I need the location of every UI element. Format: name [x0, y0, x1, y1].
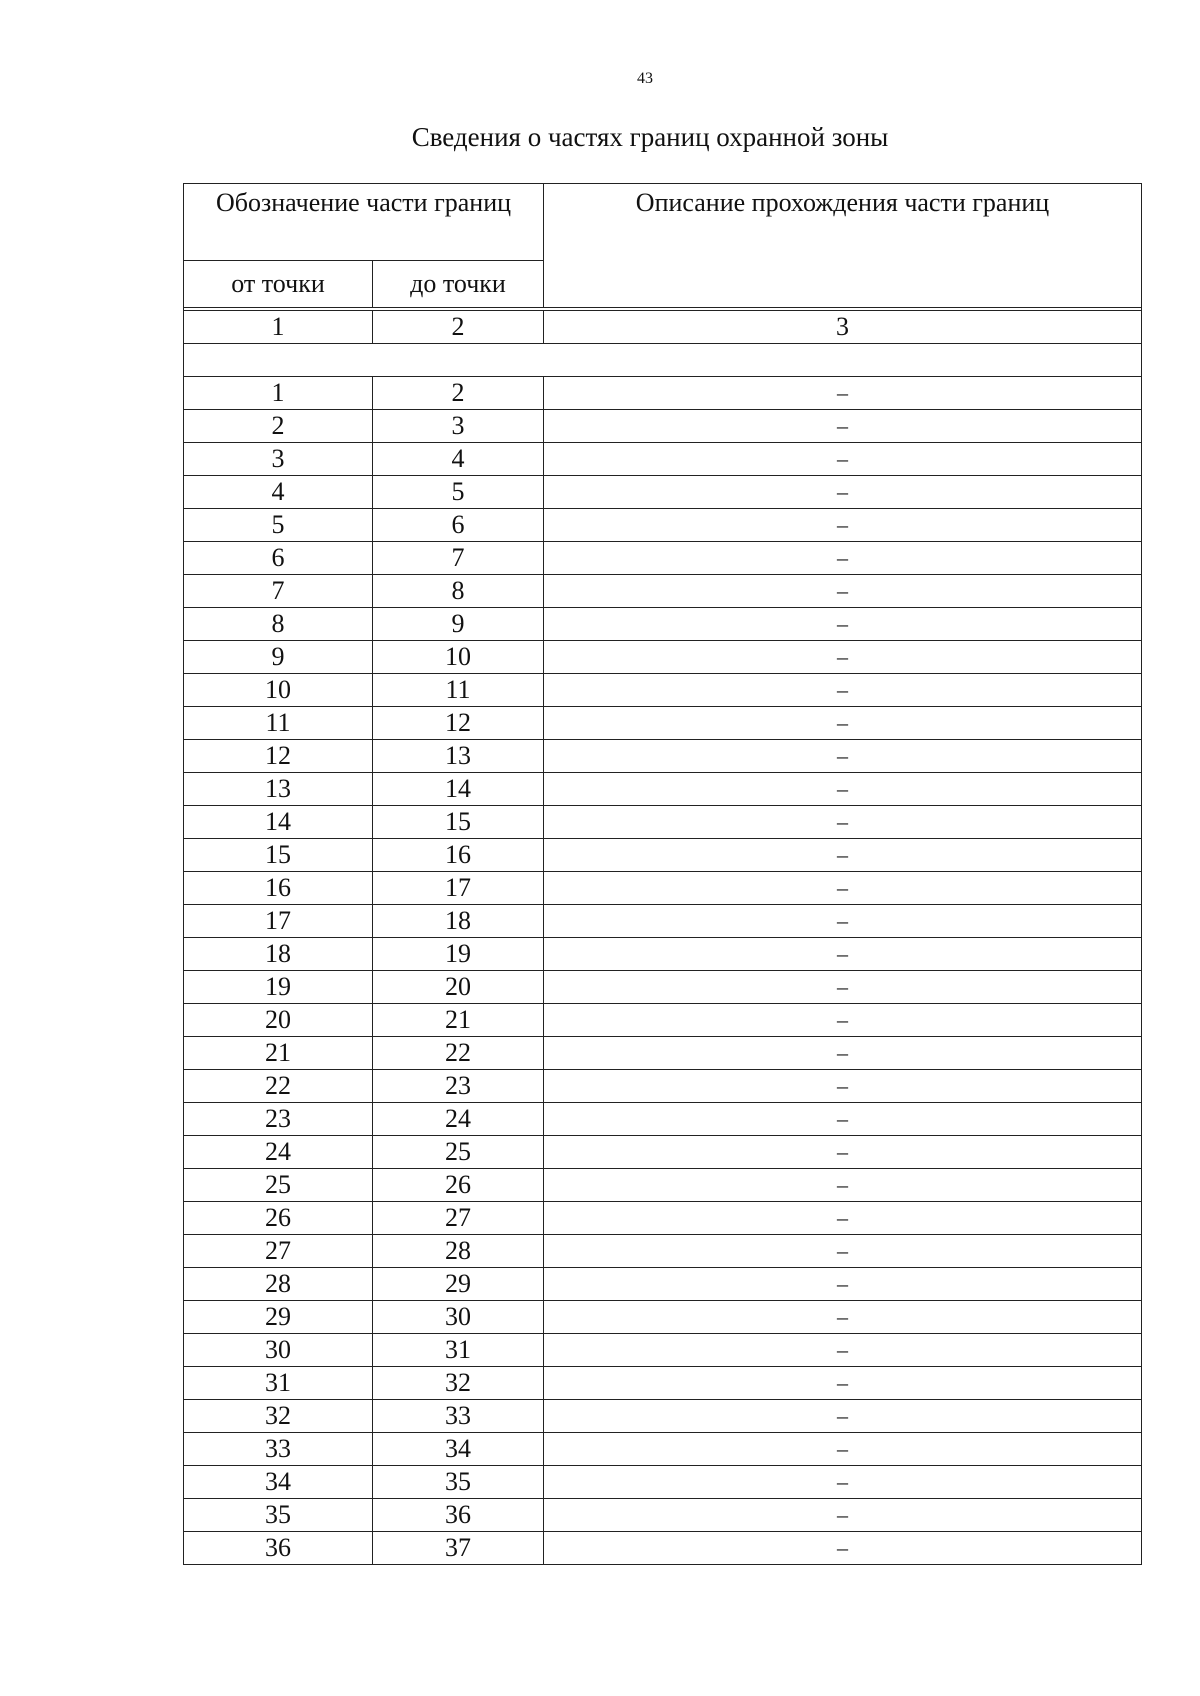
table-row — [184, 1532, 1142, 1565]
column-number: 2 — [373, 311, 544, 344]
table-row — [184, 1103, 1142, 1136]
cell-to-point: 5 — [373, 476, 544, 509]
header-boundary-designation: Обозначение части границ — [184, 184, 544, 261]
cell-description: – — [544, 1334, 1142, 1367]
cell-to-point: 26 — [373, 1169, 544, 1202]
table-row — [184, 1499, 1142, 1532]
table-row — [184, 1037, 1142, 1070]
cell-to-point: 29 — [373, 1268, 544, 1301]
cell-from-point: 23 — [184, 1103, 373, 1136]
cell-from-point: 4 — [184, 476, 373, 509]
cell-to-point: 4 — [373, 443, 544, 476]
table-row — [184, 740, 1142, 773]
cell-to-point: 28 — [373, 1235, 544, 1268]
cell-description: – — [544, 806, 1142, 839]
cell-from-point: 14 — [184, 806, 373, 839]
cell-description: – — [544, 1070, 1142, 1103]
cell-to-point: 13 — [373, 740, 544, 773]
cell-from-point: 1 — [184, 377, 373, 410]
table-row — [184, 509, 1142, 542]
cell-to-point: 7 — [373, 542, 544, 575]
table-row — [184, 905, 1142, 938]
column-number-row — [184, 311, 1142, 344]
table-row — [184, 806, 1142, 839]
table-row — [184, 575, 1142, 608]
cell-to-point: 15 — [373, 806, 544, 839]
cell-to-point: 18 — [373, 905, 544, 938]
table-row — [184, 1400, 1142, 1433]
cell-to-point: 36 — [373, 1499, 544, 1532]
cell-to-point: 17 — [373, 872, 544, 905]
cell-description: – — [544, 1532, 1142, 1565]
table-row — [184, 938, 1142, 971]
cell-description: – — [544, 707, 1142, 740]
cell-to-point: 21 — [373, 1004, 544, 1037]
table-row — [184, 443, 1142, 476]
cell-description: – — [544, 1301, 1142, 1334]
empty-section-row — [184, 344, 1142, 377]
cell-from-point: 24 — [184, 1136, 373, 1169]
cell-to-point: 32 — [373, 1367, 544, 1400]
table-row — [184, 1334, 1142, 1367]
cell-description: – — [544, 740, 1142, 773]
header-to-point: до точки — [373, 261, 544, 308]
cell-description: – — [544, 608, 1142, 641]
cell-to-point: 33 — [373, 1400, 544, 1433]
cell-description: – — [544, 971, 1142, 1004]
table-row — [184, 1466, 1142, 1499]
cell-to-point: 16 — [373, 839, 544, 872]
table-row — [184, 839, 1142, 872]
cell-to-point: 35 — [373, 1466, 544, 1499]
cell-from-point: 28 — [184, 1268, 373, 1301]
cell-from-point: 3 — [184, 443, 373, 476]
cell-description: – — [544, 476, 1142, 509]
cell-description: – — [544, 773, 1142, 806]
cell-description: – — [544, 1466, 1142, 1499]
cell-description: – — [544, 1004, 1142, 1037]
cell-to-point: 9 — [373, 608, 544, 641]
cell-from-point: 13 — [184, 773, 373, 806]
table-row — [184, 1202, 1142, 1235]
cell-to-point: 27 — [373, 1202, 544, 1235]
column-number: 3 — [544, 311, 1142, 344]
cell-description: – — [544, 674, 1142, 707]
cell-from-point: 31 — [184, 1367, 373, 1400]
cell-from-point: 29 — [184, 1301, 373, 1334]
cell-from-point: 25 — [184, 1169, 373, 1202]
cell-to-point: 34 — [373, 1433, 544, 1466]
table-header-row — [184, 184, 1142, 261]
cell-from-point: 18 — [184, 938, 373, 971]
table-row — [184, 1268, 1142, 1301]
cell-description: – — [544, 542, 1142, 575]
table-row — [184, 1367, 1142, 1400]
cell-from-point: 36 — [184, 1532, 373, 1565]
table-row — [184, 377, 1142, 410]
table-row — [184, 1235, 1142, 1268]
cell-from-point: 16 — [184, 872, 373, 905]
column-number: 1 — [184, 311, 373, 344]
header-boundary-description: Описание прохождения части границ — [544, 184, 1142, 308]
cell-to-point: 3 — [373, 410, 544, 443]
table-row — [184, 641, 1142, 674]
cell-description: – — [544, 1499, 1142, 1532]
cell-to-point: 10 — [373, 641, 544, 674]
table-row — [184, 542, 1142, 575]
cell-from-point: 12 — [184, 740, 373, 773]
cell-from-point: 9 — [184, 641, 373, 674]
cell-from-point: 32 — [184, 1400, 373, 1433]
cell-from-point: 5 — [184, 509, 373, 542]
table-row — [184, 773, 1142, 806]
table-row — [184, 674, 1142, 707]
cell-to-point: 12 — [373, 707, 544, 740]
cell-description: – — [544, 1169, 1142, 1202]
cell-to-point: 11 — [373, 674, 544, 707]
cell-description: – — [544, 1202, 1142, 1235]
table-row — [184, 872, 1142, 905]
cell-description: – — [544, 1367, 1142, 1400]
cell-description: – — [544, 509, 1142, 542]
cell-from-point: 34 — [184, 1466, 373, 1499]
page-number: 43 — [637, 70, 653, 87]
cell-to-point: 19 — [373, 938, 544, 971]
cell-from-point: 2 — [184, 410, 373, 443]
cell-from-point: 6 — [184, 542, 373, 575]
cell-from-point: 21 — [184, 1037, 373, 1070]
cell-from-point: 10 — [184, 674, 373, 707]
cell-description: – — [544, 1235, 1142, 1268]
cell-from-point: 30 — [184, 1334, 373, 1367]
cell-from-point: 20 — [184, 1004, 373, 1037]
cell-description: – — [544, 1103, 1142, 1136]
table-row — [184, 1004, 1142, 1037]
boundary-parts-table — [183, 183, 1142, 1565]
cell-description: – — [544, 1268, 1142, 1301]
cell-description: – — [544, 1037, 1142, 1070]
cell-from-point: 33 — [184, 1433, 373, 1466]
cell-description: – — [544, 410, 1142, 443]
cell-to-point: 25 — [373, 1136, 544, 1169]
header-from-point: от точки — [184, 261, 373, 308]
table-row — [184, 1169, 1142, 1202]
cell-to-point: 22 — [373, 1037, 544, 1070]
cell-from-point: 8 — [184, 608, 373, 641]
cell-from-point: 26 — [184, 1202, 373, 1235]
table-row — [184, 971, 1142, 1004]
cell-from-point: 19 — [184, 971, 373, 1004]
cell-to-point: 8 — [373, 575, 544, 608]
table-row — [184, 476, 1142, 509]
cell-description: – — [544, 872, 1142, 905]
cell-to-point: 30 — [373, 1301, 544, 1334]
cell-from-point: 22 — [184, 1070, 373, 1103]
cell-to-point: 31 — [373, 1334, 544, 1367]
cell-description: – — [544, 641, 1142, 674]
cell-to-point: 2 — [373, 377, 544, 410]
cell-description: – — [544, 839, 1142, 872]
table-row — [184, 410, 1142, 443]
cell-description: – — [544, 575, 1142, 608]
cell-description: – — [544, 1433, 1142, 1466]
table-row — [184, 707, 1142, 740]
cell-from-point: 7 — [184, 575, 373, 608]
cell-to-point: 6 — [373, 509, 544, 542]
cell-to-point: 24 — [373, 1103, 544, 1136]
cell-from-point: 17 — [184, 905, 373, 938]
cell-description: – — [544, 377, 1142, 410]
boundary-table-container — [183, 183, 1141, 1565]
cell-from-point: 27 — [184, 1235, 373, 1268]
cell-description: – — [544, 1136, 1142, 1169]
cell-to-point: 23 — [373, 1070, 544, 1103]
cell-from-point: 11 — [184, 707, 373, 740]
table-row — [184, 1070, 1142, 1103]
table-row — [184, 1433, 1142, 1466]
cell-to-point: 37 — [373, 1532, 544, 1565]
page-title: Сведения о частях границ охранной зоны — [411, 122, 889, 152]
cell-description: – — [544, 938, 1142, 971]
cell-to-point: 20 — [373, 971, 544, 1004]
table-row — [184, 1136, 1142, 1169]
cell-description: – — [544, 905, 1142, 938]
cell-description: – — [544, 1400, 1142, 1433]
cell-from-point: 15 — [184, 839, 373, 872]
table-row — [184, 1301, 1142, 1334]
cell-from-point: 35 — [184, 1499, 373, 1532]
cell-description: – — [544, 443, 1142, 476]
table-row — [184, 608, 1142, 641]
cell-to-point: 14 — [373, 773, 544, 806]
